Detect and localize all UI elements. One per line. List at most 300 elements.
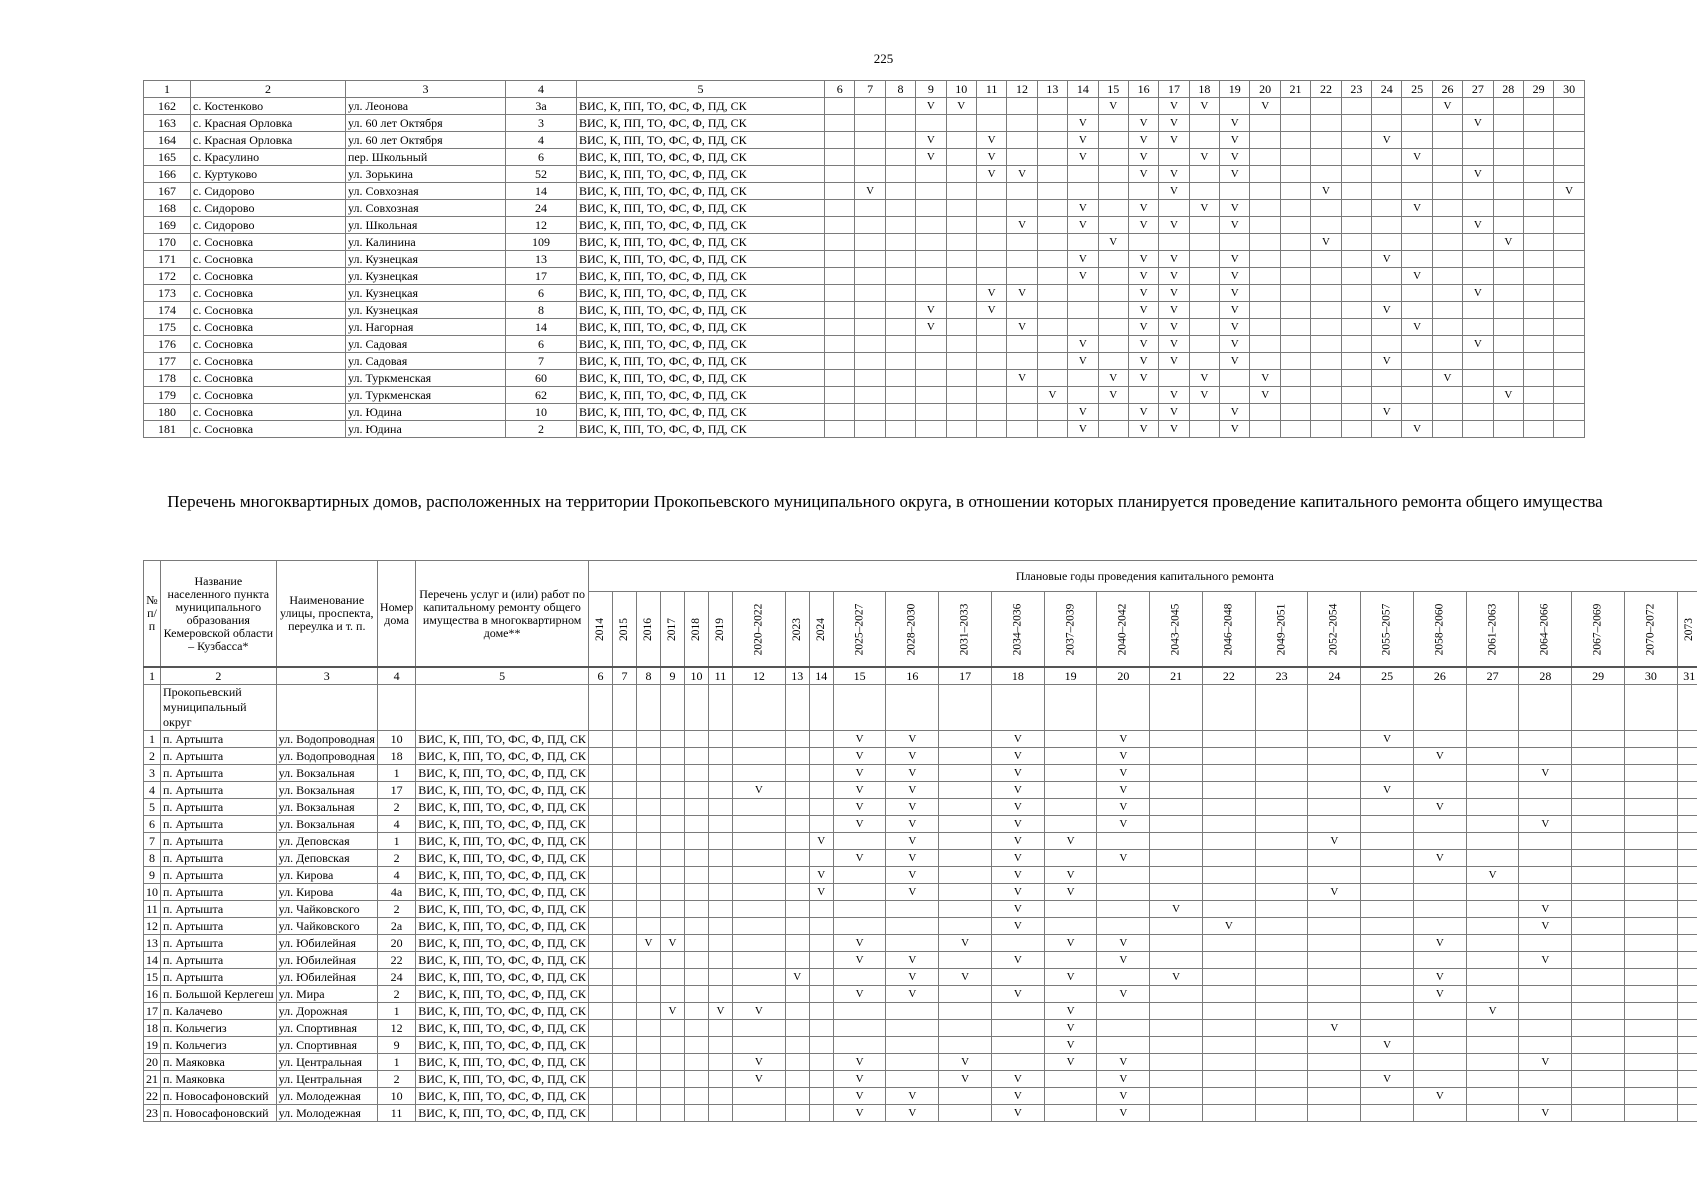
house-number: 60 (506, 370, 577, 387)
locality: п. Артышта (161, 952, 277, 969)
year-cell (636, 748, 660, 765)
year-mark: V (1097, 765, 1150, 782)
year-cell (1466, 1037, 1519, 1054)
empty-cell (416, 685, 589, 731)
year-cell (1361, 799, 1414, 816)
year-cell (732, 901, 785, 918)
year-cell (612, 850, 636, 867)
year-mark: V (886, 884, 939, 901)
year-cell (1554, 285, 1584, 302)
year-cell (1250, 319, 1280, 336)
year-header-label: 2025–2027 (853, 603, 866, 656)
year-cell (785, 884, 809, 901)
year-header-label: 2040–2042 (1116, 603, 1129, 656)
column-number: 23 (1255, 667, 1308, 685)
year-mark: V (1432, 98, 1462, 115)
year-cell (1413, 884, 1466, 901)
year-cell (1341, 149, 1371, 166)
year-cell (1554, 132, 1584, 149)
year-cell (732, 765, 785, 782)
year-cell (1554, 319, 1584, 336)
house-number: 17 (506, 268, 577, 285)
year-cell (1150, 1020, 1203, 1037)
year-mark: V (1098, 387, 1128, 404)
column-number-row (144, 81, 1585, 98)
year-cell (1624, 952, 1677, 969)
year-cell (946, 149, 976, 166)
year-cell (1098, 132, 1128, 149)
year-mark: V (1372, 353, 1402, 370)
year-cell (588, 1054, 612, 1071)
year-mark: V (1068, 251, 1098, 268)
year-cell (1413, 1105, 1466, 1122)
row-number: 167 (144, 183, 191, 200)
year-cell (612, 833, 636, 850)
year-header (1466, 592, 1519, 668)
year-cell (1372, 421, 1402, 438)
year-cell (1554, 268, 1584, 285)
year-cell (1189, 336, 1219, 353)
year-cell (1519, 884, 1572, 901)
year-mark: V (976, 302, 1006, 319)
year-header-label: 2061–2063 (1486, 603, 1499, 656)
year-cell (1372, 234, 1402, 251)
empty-cell (1255, 685, 1308, 731)
year-cell (1523, 217, 1553, 234)
year-cell (1413, 1054, 1466, 1071)
year-cell (1037, 251, 1067, 268)
year-cell (1624, 1105, 1677, 1122)
year-mark: V (1068, 421, 1098, 438)
year-mark: V (1463, 285, 1493, 302)
year-mark: V (991, 986, 1044, 1003)
year-cell (1255, 986, 1308, 1003)
year-cell (1311, 302, 1341, 319)
year-cell (1466, 935, 1519, 952)
year-mark: V (886, 816, 939, 833)
year-mark: V (1372, 132, 1402, 149)
year-mark: V (916, 319, 946, 336)
year-cell (612, 1020, 636, 1037)
column-number: 5 (416, 667, 589, 685)
year-cell (1189, 302, 1219, 319)
year-cell (612, 748, 636, 765)
year-cell (1402, 285, 1432, 302)
year-cell (1255, 935, 1308, 952)
year-cell (1413, 867, 1466, 884)
year-mark: V (991, 918, 1044, 935)
year-cell (916, 251, 946, 268)
year-cell (885, 387, 915, 404)
year-header-label: 2023 (790, 618, 803, 641)
year-cell (1432, 166, 1462, 183)
year-mark: V (1361, 1071, 1414, 1088)
street: ул. Юдина (346, 404, 506, 421)
year-cell (825, 387, 855, 404)
row-number: 10 (144, 884, 161, 901)
locality: с. Сосновка (191, 353, 346, 370)
year-cell (1255, 731, 1308, 748)
year-mark: V (886, 748, 939, 765)
year-cell (588, 969, 612, 986)
year-cell (916, 217, 946, 234)
year-mark: V (1372, 302, 1402, 319)
section-heading: Перечень многоквартирных домов, расположенных на территории Прокопьевского муниципального округа, в отношении которых планируется проведение капитального ремонта общего имущества (167, 492, 1603, 511)
year-cell (1466, 833, 1519, 850)
year-cell (612, 969, 636, 986)
house-number: 20 (377, 935, 415, 952)
street: ул. Кузнецкая (346, 251, 506, 268)
year-cell (1677, 799, 1697, 816)
year-cell (660, 748, 684, 765)
year-mark: V (1159, 268, 1189, 285)
year-cell (732, 952, 785, 969)
column-number: 29 (1572, 667, 1625, 685)
year-cell (1097, 1037, 1150, 1054)
year-cell (684, 816, 708, 833)
year-mark: V (732, 1071, 785, 1088)
year-cell (1572, 986, 1625, 1003)
year-cell (684, 901, 708, 918)
year-mark: V (1189, 387, 1219, 404)
year-cell (708, 867, 732, 884)
year-cell (1280, 319, 1310, 336)
year-cell (684, 1071, 708, 1088)
year-cell (588, 986, 612, 1003)
year-cell (1255, 1071, 1308, 1088)
year-cell (1255, 1105, 1308, 1122)
year-mark: V (1097, 935, 1150, 952)
year-cell (684, 867, 708, 884)
row-number: 17 (144, 1003, 161, 1020)
year-cell (1402, 98, 1432, 115)
year-cell (1308, 918, 1361, 935)
year-cell (1523, 336, 1553, 353)
year-cell (684, 748, 708, 765)
column-number: 21 (1150, 667, 1203, 685)
column-number: 25 (1361, 667, 1414, 685)
year-cell (1677, 918, 1697, 935)
empty-cell (684, 685, 708, 731)
year-cell (1554, 353, 1584, 370)
year-mark: V (976, 132, 1006, 149)
row-number: 12 (144, 918, 161, 935)
year-mark: V (1128, 353, 1158, 370)
year-cell (588, 782, 612, 799)
year-cell (1308, 935, 1361, 952)
year-cell (1044, 765, 1097, 782)
year-cell (1255, 867, 1308, 884)
year-header-label: 2020–2022 (752, 603, 765, 656)
year-cell (1402, 353, 1432, 370)
year-cell (825, 132, 855, 149)
column-number: 23 (1341, 81, 1371, 98)
year-cell (1432, 319, 1462, 336)
year-mark: V (1097, 850, 1150, 867)
year-header-label: 2037–2039 (1064, 603, 1077, 656)
year-cell (660, 1088, 684, 1105)
year-cell (785, 765, 809, 782)
column-number: 6 (825, 81, 855, 98)
house-number: 2 (377, 799, 415, 816)
table-row (144, 234, 1585, 251)
year-cell (1372, 370, 1402, 387)
year-cell (684, 1037, 708, 1054)
table-row (144, 370, 1585, 387)
year-cell (1432, 217, 1462, 234)
street: ул. Водопроводная (276, 748, 377, 765)
row-number: 162 (144, 98, 191, 115)
year-cell (708, 816, 732, 833)
year-cell (1677, 748, 1697, 765)
table-top (143, 80, 1585, 438)
year-cell (825, 268, 855, 285)
year-cell (885, 268, 915, 285)
street: ул. Садовая (346, 336, 506, 353)
year-cell (1255, 1088, 1308, 1105)
year-mark: V (1044, 884, 1097, 901)
locality: п. Артышта (161, 850, 277, 867)
year-mark: V (1159, 421, 1189, 438)
year-cell (809, 765, 833, 782)
year-cell (991, 1054, 1044, 1071)
year-cell (855, 132, 885, 149)
year-cell (1202, 884, 1255, 901)
year-cell (1007, 149, 1037, 166)
year-cell (660, 901, 684, 918)
year-cell (1519, 1071, 1572, 1088)
street: ул. Молодежная (276, 1088, 377, 1105)
year-cell (1202, 765, 1255, 782)
year-mark: V (732, 1054, 785, 1071)
year-cell (833, 884, 886, 901)
year-cell (1572, 918, 1625, 935)
table-row (144, 149, 1585, 166)
year-mark: V (1220, 217, 1250, 234)
year-cell (1308, 748, 1361, 765)
year-mark: V (1007, 319, 1037, 336)
year-cell (1202, 850, 1255, 867)
year-cell (1255, 850, 1308, 867)
year-cell (1311, 268, 1341, 285)
year-cell (916, 115, 946, 132)
year-cell (636, 867, 660, 884)
year-cell (1523, 251, 1553, 268)
year-cell (1308, 1054, 1361, 1071)
year-cell (855, 370, 885, 387)
locality: с. Сосновка (191, 336, 346, 353)
year-header-label: 2046–2048 (1222, 603, 1235, 656)
year-cell (1097, 884, 1150, 901)
year-cell (1493, 285, 1523, 302)
house-number: 10 (377, 731, 415, 748)
year-cell (636, 1020, 660, 1037)
year-cell (1202, 1020, 1255, 1037)
year-cell (1341, 421, 1371, 438)
year-cell (1189, 285, 1219, 302)
year-cell (885, 404, 915, 421)
year-cell (1311, 115, 1341, 132)
year-mark: V (1068, 336, 1098, 353)
table-row (144, 183, 1585, 200)
year-cell (1189, 234, 1219, 251)
year-cell (684, 850, 708, 867)
street: ул. Туркменская (346, 370, 506, 387)
row-number: 181 (144, 421, 191, 438)
column-number: 4 (377, 667, 415, 685)
year-cell (684, 731, 708, 748)
works-list: ВИС, К, ПП, ТО, ФС, Ф, ПД, СК (577, 268, 825, 285)
locality: с. Сидорово (191, 183, 346, 200)
year-cell (588, 918, 612, 935)
year-cell (1280, 98, 1310, 115)
table-row (144, 166, 1585, 183)
year-cell (1128, 98, 1158, 115)
year-cell (1361, 1020, 1414, 1037)
year-cell (809, 969, 833, 986)
year-mark: V (1250, 370, 1280, 387)
year-cell (809, 1020, 833, 1037)
year-cell (1341, 404, 1371, 421)
year-cell (1308, 1037, 1361, 1054)
year-cell (1372, 217, 1402, 234)
locality: с. Сосновка (191, 421, 346, 438)
year-cell (916, 200, 946, 217)
year-cell (1202, 867, 1255, 884)
year-cell (1202, 1071, 1255, 1088)
year-cell (991, 935, 1044, 952)
table-row (144, 1105, 1697, 1122)
year-cell (636, 901, 660, 918)
year-cell (636, 731, 660, 748)
year-cell (1402, 251, 1432, 268)
year-cell (1068, 183, 1098, 200)
year-cell (1098, 166, 1128, 183)
year-header-label: 2024 (814, 618, 827, 641)
year-mark: V (809, 833, 833, 850)
year-cell (785, 731, 809, 748)
year-cell (885, 370, 915, 387)
year-cell (612, 1037, 636, 1054)
year-cell (1250, 336, 1280, 353)
year-cell (825, 285, 855, 302)
year-cell (660, 765, 684, 782)
empty-cell (1097, 685, 1150, 731)
year-cell (1255, 748, 1308, 765)
year-cell (916, 404, 946, 421)
empty-cell (1202, 685, 1255, 731)
year-cell (1202, 731, 1255, 748)
house-number: 52 (506, 166, 577, 183)
locality: с. Сидорово (191, 200, 346, 217)
year-cell (1280, 200, 1310, 217)
year-cell (1361, 918, 1414, 935)
year-mark: V (1519, 901, 1572, 918)
column-number: 19 (1220, 81, 1250, 98)
year-cell (636, 765, 660, 782)
empty-cell (833, 685, 886, 731)
year-cell (1523, 132, 1553, 149)
year-cell (1572, 1037, 1625, 1054)
year-cell (1554, 251, 1584, 268)
year-cell (785, 816, 809, 833)
column-number: 17 (1159, 81, 1189, 98)
year-cell (1255, 833, 1308, 850)
year-cell (809, 986, 833, 1003)
row-number: 6 (144, 816, 161, 833)
year-mark: V (1311, 183, 1341, 200)
row-number: 170 (144, 234, 191, 251)
year-cell (708, 782, 732, 799)
year-cell (1037, 353, 1067, 370)
house-number: 2 (377, 986, 415, 1003)
year-cell (785, 782, 809, 799)
year-cell (916, 421, 946, 438)
year-cell (939, 1003, 992, 1020)
works-list: ВИС, К, ПП, ТО, ФС, Ф, ПД, СК (577, 234, 825, 251)
year-mark: V (1463, 166, 1493, 183)
year-cell (1311, 166, 1341, 183)
year-cell (1341, 166, 1371, 183)
year-mark: V (833, 1088, 886, 1105)
year-mark: V (1128, 336, 1158, 353)
year-cell (1413, 1071, 1466, 1088)
year-cell (1493, 166, 1523, 183)
year-cell (855, 319, 885, 336)
year-mark: V (1189, 370, 1219, 387)
house-number: 18 (377, 748, 415, 765)
year-cell (855, 234, 885, 251)
year-cell (1463, 251, 1493, 268)
column-number: 20 (1097, 667, 1150, 685)
year-cell (636, 1105, 660, 1122)
year-cell (732, 731, 785, 748)
empty-cell (1519, 685, 1572, 731)
year-cell (1493, 251, 1523, 268)
year-cell (1037, 336, 1067, 353)
column-number: 24 (1308, 667, 1361, 685)
year-cell (946, 421, 976, 438)
year-mark: V (833, 952, 886, 969)
row-number: 164 (144, 132, 191, 149)
year-cell (1044, 901, 1097, 918)
year-cell (1044, 952, 1097, 969)
year-cell (1037, 370, 1067, 387)
year-cell (660, 969, 684, 986)
year-cell (1677, 1105, 1697, 1122)
year-cell (1493, 217, 1523, 234)
year-cell (660, 833, 684, 850)
column-number: 16 (886, 667, 939, 685)
table-row (144, 251, 1585, 268)
locality: с. Сосновка (191, 285, 346, 302)
empty-cell (1624, 685, 1677, 731)
year-mark: V (809, 884, 833, 901)
year-cell (1624, 901, 1677, 918)
column-number: 14 (1068, 81, 1098, 98)
year-cell (1341, 234, 1371, 251)
empty-cell (939, 685, 992, 731)
year-cell (1572, 884, 1625, 901)
year-cell (1624, 850, 1677, 867)
year-cell (1432, 387, 1462, 404)
column-number: 28 (1519, 667, 1572, 685)
year-cell (1519, 782, 1572, 799)
column-number: 8 (636, 667, 660, 685)
year-cell (1572, 731, 1625, 748)
year-cell (1493, 132, 1523, 149)
year-cell (732, 833, 785, 850)
